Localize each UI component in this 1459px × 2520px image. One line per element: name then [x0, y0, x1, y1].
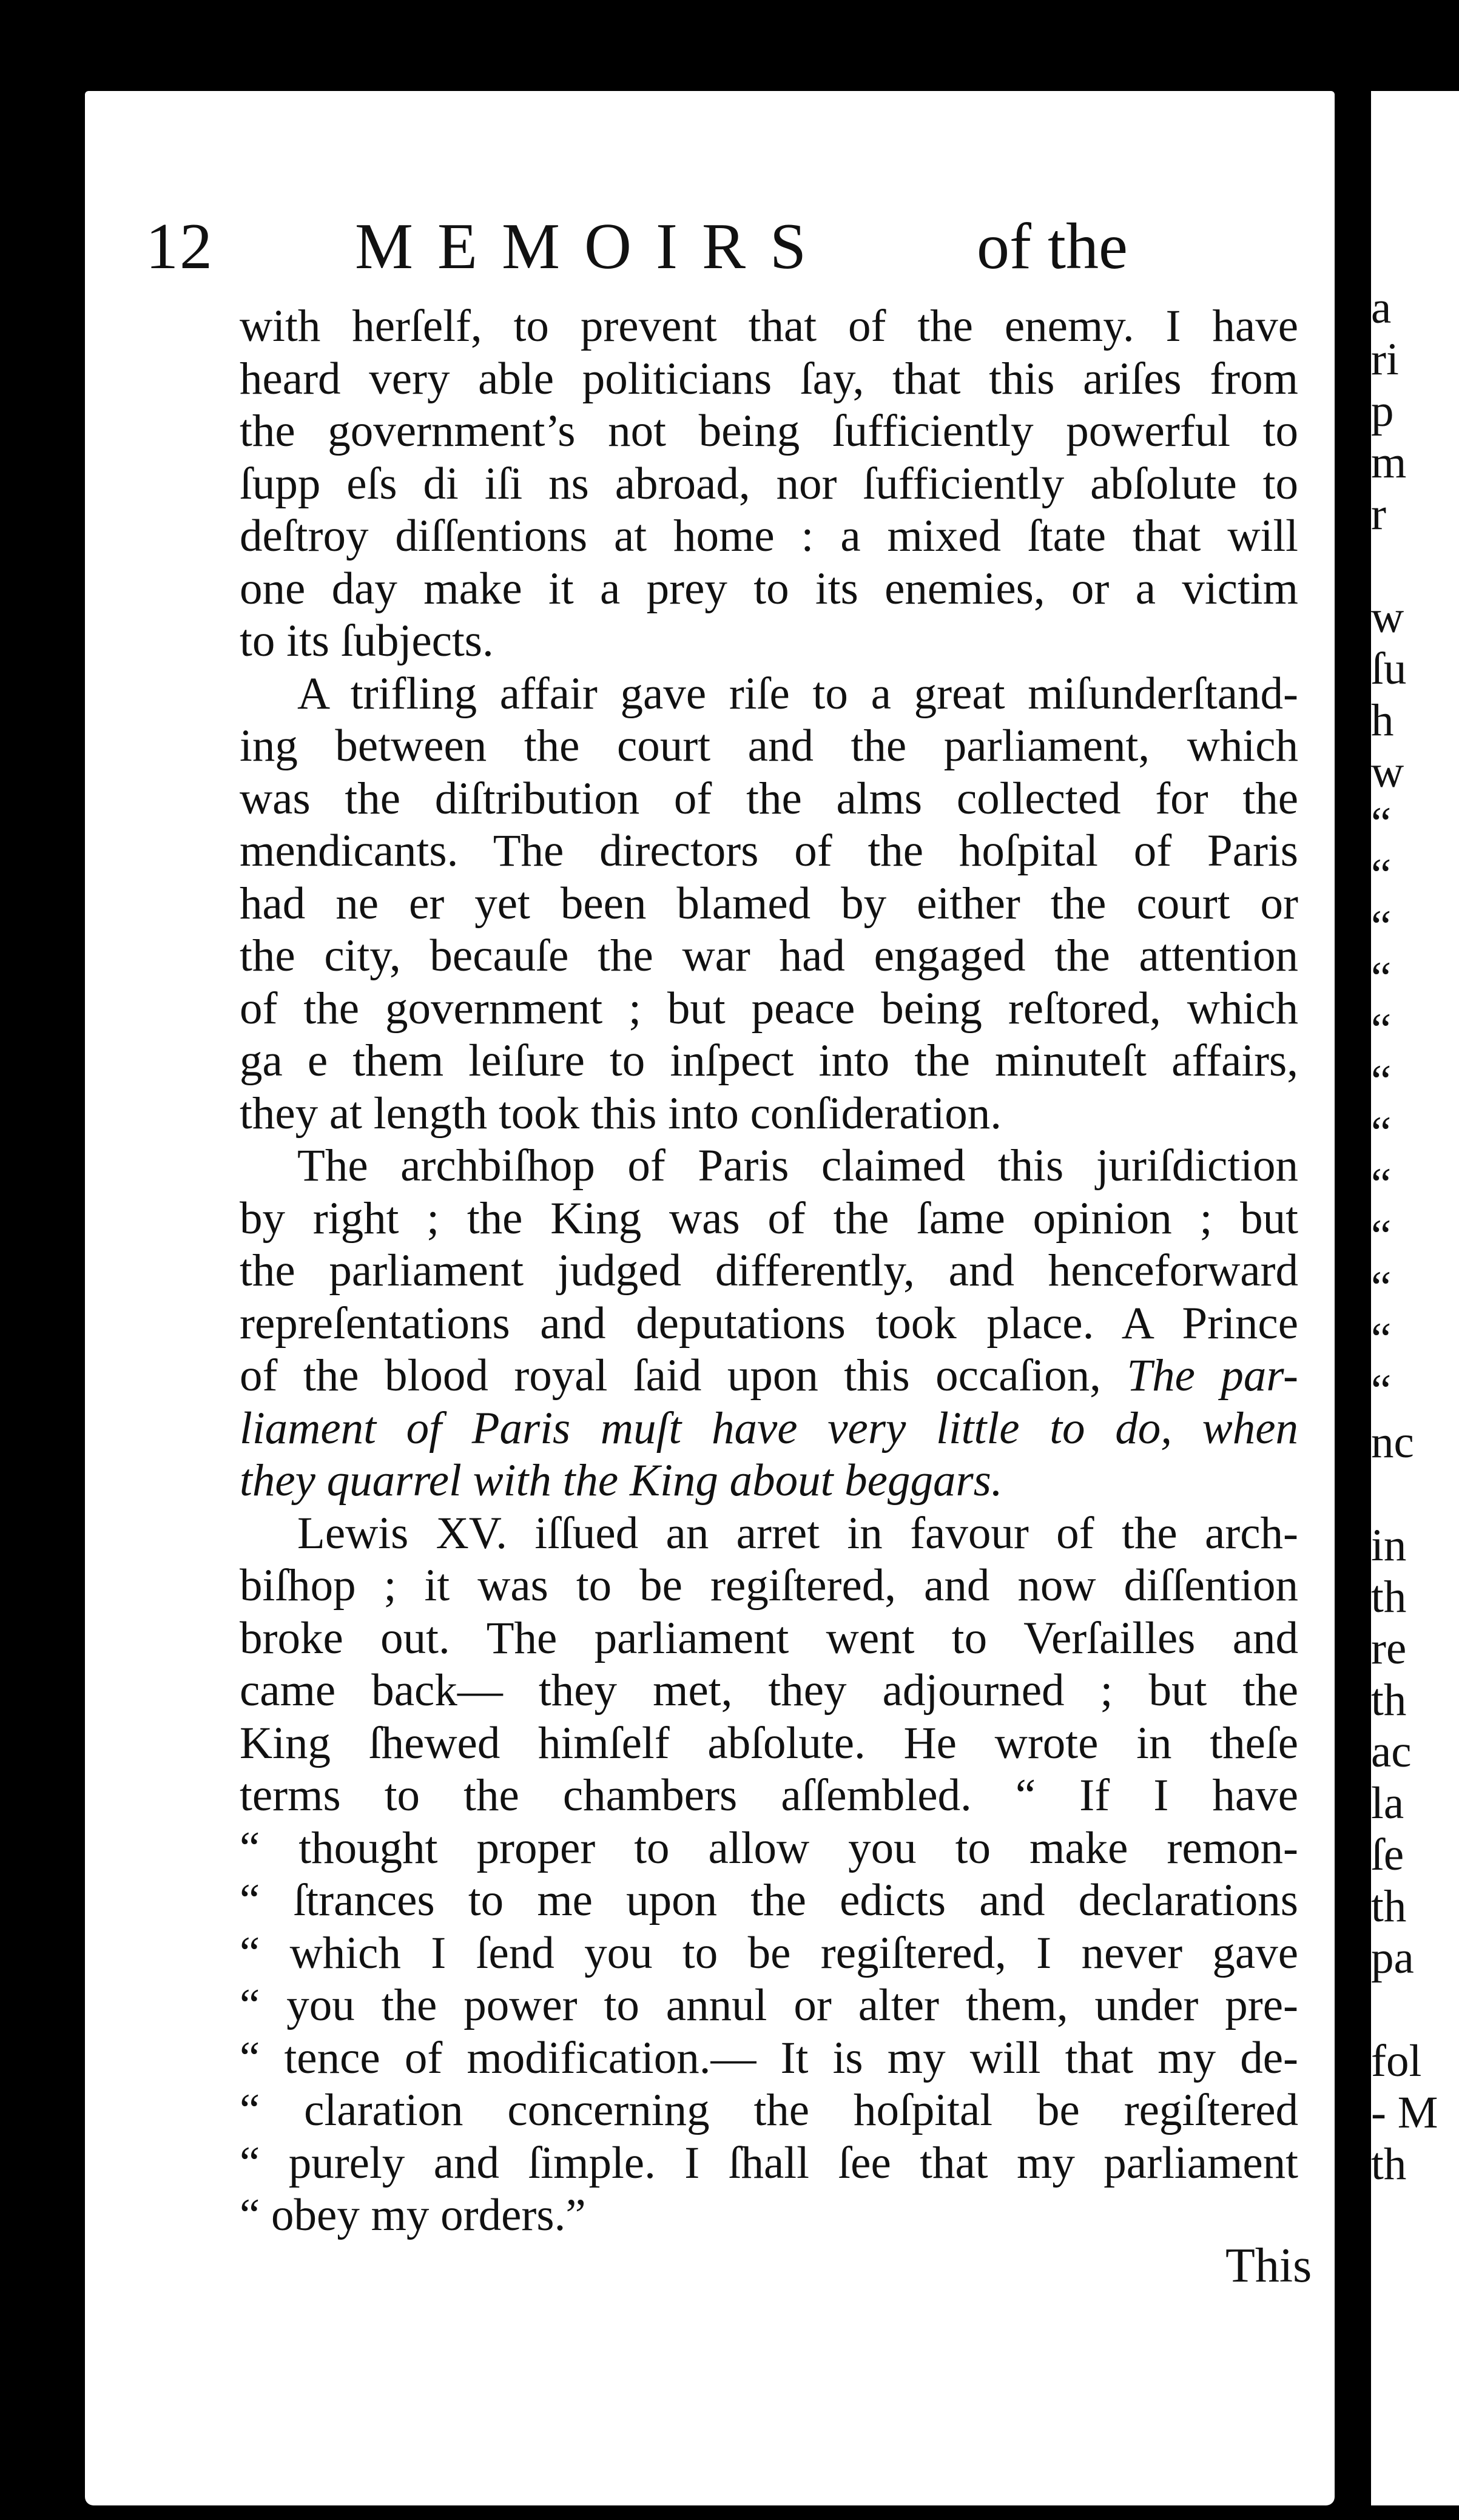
text-line: by right ; the King was of the ſame opinion ; but: [240, 1193, 1298, 1244]
facing-page-fragment: r: [1371, 489, 1386, 539]
facing-page-fragment: pa: [1371, 1933, 1414, 1983]
facing-page-fragment: th: [1371, 1881, 1407, 1932]
text-line: the parliament judged differently, and henceforward: [240, 1245, 1298, 1296]
facing-page-fragment: “: [1371, 850, 1392, 900]
text-line: repreſentations and deputations took place. A Prince: [240, 1298, 1298, 1349]
facing-page-fragment: “: [1371, 1211, 1392, 1261]
italic-quote-start: The par-: [1127, 1350, 1298, 1401]
text-line: biſhop ; it was to be regiſtered, and now diſſention: [240, 1560, 1298, 1611]
facing-page-fragment: a: [1371, 283, 1392, 333]
facing-page-fragment: “: [1371, 953, 1392, 1003]
running-header: [146, 209, 1177, 282]
facing-page-fragment: w: [1371, 747, 1404, 797]
text-line-start: of the blood royal ſaid upon this occaſion,: [240, 1350, 1101, 1401]
page-number: 12: [146, 211, 214, 283]
text-line: was the diſtribution of the alms collected for the: [240, 773, 1298, 824]
quoted-line: “ thought proper to allow you to make remon-: [240, 1822, 1298, 1873]
facing-page-fragment: in: [1371, 1520, 1407, 1571]
catchword: This: [1225, 2239, 1312, 2293]
facing-page-fragment: “: [1371, 1314, 1392, 1364]
quoted-line: “ purely and ſimple. I ſhall ſee that my parliament: [240, 2137, 1298, 2188]
facing-page-fragment: “: [1371, 1005, 1392, 1055]
facing-page-fragment: p: [1371, 386, 1394, 436]
facing-page-fragment: w: [1371, 592, 1404, 642]
facing-page-fragment: th: [1371, 2139, 1407, 2189]
facing-page-fragment: fol: [1371, 2036, 1422, 2086]
text-line: ing between the court and the parliament, which: [240, 721, 1298, 771]
text-line: they at length took this into conſideration.: [240, 1088, 1002, 1139]
text-line: to its ſubjects.: [240, 616, 494, 666]
facing-page-fragment: h: [1371, 695, 1394, 746]
facing-page-fragment: “: [1371, 1366, 1392, 1416]
text-line: came back— they met, they adjourned ; but the: [240, 1665, 1298, 1716]
text-line: King ſhewed himſelf abſolute. He wrote in theſe: [240, 1717, 1298, 1768]
quoted-line: “ you the power to annul or alter them, under pre-: [240, 1980, 1298, 2030]
quoted-line: “ ſtrances to me upon the edicts and declarations: [240, 1875, 1298, 1925]
facing-page-fragment: la: [1371, 1778, 1404, 1828]
quoted-line: “ obey my orders.”: [240, 2190, 586, 2240]
facing-page-fragment: th: [1371, 1675, 1407, 1725]
facing-page-fragment: “: [1371, 798, 1392, 849]
quoted-line: “ tence of modification.— It is my will that my de-: [240, 2032, 1298, 2083]
text-line: A trifling affair gave riſe to a great miſunderſtand-: [297, 668, 1298, 719]
text-line: with herſelf, to prevent that of the enemy. I have: [240, 301, 1298, 351]
quoted-line: “ claration concerning the hoſpital be regiſtered: [240, 2085, 1298, 2135]
text-line: the city, becauſe the war had engaged the attention: [240, 931, 1298, 981]
facing-page-fragment: re: [1371, 1623, 1407, 1674]
facing-page-fragment: th: [1371, 1572, 1407, 1622]
text-line: [240, 1350, 1298, 1403]
facing-page-edge: [1371, 91, 1459, 2505]
facing-page-fragment: ri: [1371, 334, 1399, 385]
text-line: Lewis XV. iſſued an arret in favour of the arch-: [297, 1508, 1298, 1558]
text-line: broke out. The parliament went to Verſailles and: [240, 1612, 1298, 1663]
running-title-tail: of the: [977, 211, 1128, 283]
facing-page-fragment: “: [1371, 901, 1392, 952]
italic-quote-line: liament of Paris muſt have very little to do, when: [240, 1403, 1298, 1454]
facing-page-fragment: nc: [1371, 1417, 1414, 1467]
text-line: terms to the chambers aſſembled. “ If I have: [240, 1770, 1298, 1821]
text-line: had ne er yet been blamed by either the court or: [240, 878, 1298, 929]
facing-page-fragment: “: [1371, 1262, 1392, 1313]
facing-page-fragment: - M: [1371, 2087, 1438, 2138]
facing-page-fragment: “: [1371, 1056, 1392, 1107]
text-line: the government’s not being ſufficiently powerful to: [240, 406, 1298, 456]
text-line: deſtroy diſſentions at home : a mixed ſtate that will: [240, 511, 1298, 561]
facing-page-fragment: ſe: [1371, 1830, 1404, 1880]
text-line: heard very able politicians ſay, that this ariſes from: [240, 353, 1298, 404]
running-title: MEMOIRS: [355, 211, 831, 283]
facing-page-fragment: m: [1371, 437, 1407, 488]
facing-page-fragment: “: [1371, 1159, 1392, 1210]
text-line: one day make it a prey to its enemies, or a victim: [240, 563, 1298, 614]
text-line: mendicants. The directors of the hoſpital of Paris: [240, 826, 1298, 876]
text-line: ſupp eſs di iſi ns abroad, nor ſufficiently abſolute to: [240, 458, 1298, 509]
facing-page-fragment: ac: [1371, 1727, 1412, 1777]
facing-page-fragment: “: [1371, 1108, 1392, 1158]
text-line: ga e them leiſure to inſpect into the minuteſt affairs,: [240, 1036, 1298, 1086]
text-line: The archbiſhop of Paris claimed this juriſdiction: [297, 1140, 1298, 1191]
italic-quote-line: they quarrel with the King about beggars.: [240, 1455, 1003, 1506]
quoted-line: “ which I ſend you to be regiſtered, I never gave: [240, 1927, 1298, 1978]
body-text: [240, 300, 1298, 2242]
text-line: of the government ; but peace being reſtored, which: [240, 983, 1298, 1034]
facing-page-fragment: ſu: [1371, 644, 1407, 694]
